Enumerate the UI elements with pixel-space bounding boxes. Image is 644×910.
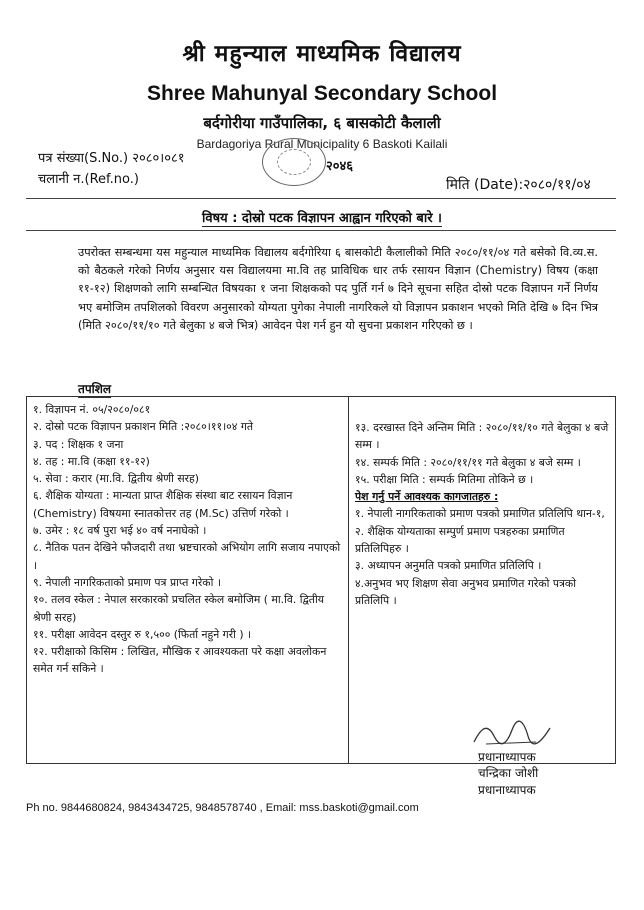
divider-top: [26, 198, 616, 199]
detail-item: ६. शैक्षिक योग्यता : मान्यता प्राप्त शैक्षिक संस्था बाट रसायन विज्ञान (Chemistry) विषयमा स्नातकोत्तर तह (M.Sc) उत्तिर्ण गरेको ।: [33, 489, 293, 520]
letter-date: मिति (Date):२०८०/११/०४: [446, 177, 591, 193]
detail-item: १. विज्ञापन नं. ०५/२०८०/०८१: [33, 403, 151, 416]
required-documents-heading: पेश गर्नु पर्ने आवश्यक कागजातहरु :: [355, 490, 499, 504]
detail-item: १२. परीक्षाको किसिम : लिखित, मौखिक र आवश्यकता परे कक्षा अवलोकन समेत गर्न सकिने ।: [33, 645, 327, 676]
document-item: ३. अध्यापन अनुमति पत्रको प्रमाणित प्रतिलिपि ।: [355, 559, 542, 573]
reference-dispatch-number: चलानी न.(Ref.no.): [38, 172, 139, 187]
detail-item: ३. पद : शिक्षक १ जना: [33, 437, 124, 451]
subject-line: [0, 208, 644, 226]
contact-footer: Ph no. 9844680824, 9843434725, 9848578740 , Email: mss.baskoti@gmail.com: [26, 802, 419, 814]
detail-item: ४. तह : मा.वि (कक्षा ११-१२): [33, 454, 150, 468]
school-name-nepali: श्री महुन्याल माध्यमिक विद्यालय: [182, 41, 462, 67]
details-left-column: [27, 397, 349, 763]
detail-item: १०. तलव स्केल : नेपाल सरकारको प्रचलित स्केल बमोजिम ( मा.वि. द्वितीय श्रेणी सरह): [33, 593, 324, 624]
details-right-column: [349, 397, 615, 763]
detail-item: १४. सम्पर्क मिति : २०८०/११/११ गते बेलुका ४ बजे सम्म ।: [355, 455, 581, 469]
subject-text: विषय : दोस्रो पटक विज्ञापन आह्वान गरिएको बारे ।: [202, 211, 442, 226]
school-seal-stamp: [262, 138, 326, 186]
document-item: ४.अनुभव भए शिक्षण सेवा अनुभव प्रमाणित गरेको पत्रको प्रतिलिपि ।: [355, 576, 576, 607]
address-english: Bardagoriya Rural Municipality 6 Baskoti Kailali: [196, 137, 448, 151]
signatory-name: चन्द्रिका जोशी: [478, 766, 539, 780]
detail-item: १३. दरखास्त दिने अन्तिम मिति : २०८०/११/१० गते बेलुका ४ बजे सम्म ।: [355, 421, 609, 452]
detail-item: २. दोस्रो पटक विज्ञापन प्रकाशन मिति :२०८०।११।०४ गते: [33, 420, 254, 434]
detail-item: ५. सेवा : करार (मा.वि. द्वितीय श्रेणी सरह): [33, 472, 199, 486]
school-name-english: Shree Mahunyal Secondary School: [146, 82, 498, 105]
document-item: २. शैक्षिक योग्यताका सम्पुर्ण प्रमाण पत्रहरुका प्रमाणित प्रतिलिपिहरु ।: [355, 524, 565, 556]
detail-item: ८. नैतिक पतन देखिने फौजदारी तथा भ्रष्टचारको अभियोग लागि सजाय नपाएको ।: [33, 541, 341, 572]
detail-item: १५. परीक्षा मिति : सम्पर्क मितिमा तोकिने छ ।: [355, 472, 534, 486]
reference-serial-number: पत्र संख्या(S.No.) २०८०।०८१: [38, 151, 185, 166]
stamp-number: २०४६: [326, 159, 354, 174]
detail-item: ९. नेपाली नागरिकताको प्रमाण पत्र प्राप्त गरेको ।: [33, 575, 221, 589]
notice-body-paragraph: उपरोक्त सम्बन्धमा यस महुन्याल माध्यमिक विद्यालय बर्दगोरिया ६ बासकोटी कैलालीको मिति २०८०/११/०४ गते बसेको वि.व्य.स. को बैठकले गरेको निर्णय अनुसार यस विद्यालयमा मा.वि तह प्राविधिक धार तर्फ रसायन विज्ञान (Chemistry) विषय (कक्षा ११-१२) शिक्षणको लागि सम्बन्धित विषयका १ जना शिक्षकको पद पुर्ति गर्न ७ दिने सूचना सहित दोस्रो पटक विज्ञापन गर्ने निर्णय भए बमोजिम तपशिलको विवरण अनुसारको योग्यता पुगेका नेपाली नागरिकले यो विज्ञापन प्रकाशन भएको मिति देखि ७ दिन भित्र (मिति २०८०/११/१० गते बेलुका ४ बजे भित्र) आवेदन पेश गर्न हुन यो सुचना प्रकाशन गरिएको छ ।: [78, 246, 598, 332]
document-item: १. नेपाली नागरिकताको प्रमाण पत्रको प्रमाणित प्रतिलिपि थान-१,: [355, 507, 605, 521]
signatory-title: प्रधानाध्यापक: [478, 750, 536, 764]
address-nepali: बर्दगोरीया गाउँपालिका, ६ बासकोटी कैलाली: [203, 114, 441, 132]
divider-subject: [26, 230, 616, 231]
details-label: तपशिल: [78, 382, 112, 396]
signatory-title-stamp: प्रधानाध्यापक: [478, 783, 536, 797]
signature-image: [466, 716, 556, 752]
details-table: [26, 396, 616, 764]
detail-item: ७. उमेर : १८ वर्ष पुरा भई ४० वर्ष ननाघेको ।: [33, 524, 207, 538]
detail-item: ११. परीक्षा आवेदन दस्तुर रु १,५०० (फिर्ता नहुने गरी ) ।: [33, 627, 252, 641]
